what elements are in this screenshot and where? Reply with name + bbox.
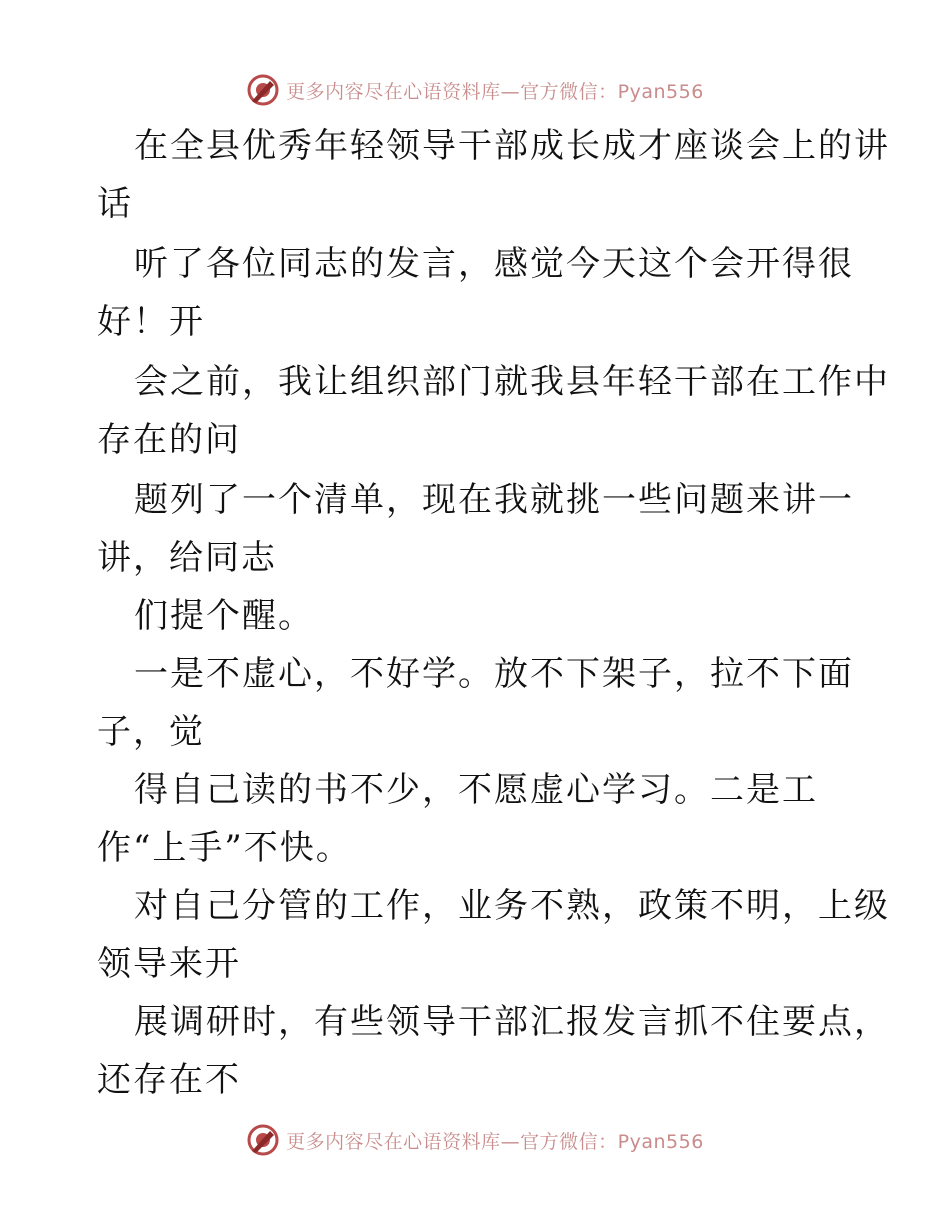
text-line: 对自己分管的工作，业务不熟，政策不明，上级: [134, 886, 890, 926]
text-line: 在全县优秀年轻领导干部成长成才座谈会上的讲: [134, 126, 890, 166]
pen-circle-logo-icon: [246, 73, 280, 107]
text-line: 题列了一个清单，现在我就挑一些问题来讲一: [134, 480, 854, 520]
text-line: 听了各位同志的发言，感觉今天这个会开得很: [134, 244, 854, 284]
header-watermark-banner: [0, 70, 950, 110]
watermark-text: 更多内容尽在心语资料库—官方微信：Pyan556: [286, 1130, 704, 1153]
text-line: 存在的问: [97, 420, 241, 460]
text-line: 话: [97, 184, 133, 224]
text-line: 作“上手”不快。: [97, 828, 352, 868]
text-line: 领导来开: [97, 944, 241, 984]
text-line: 一是不虚心，不好学。放不下架子，拉不下面: [134, 654, 854, 694]
text-line: 们提个醒。: [134, 596, 314, 636]
text-line: 讲，给同志: [97, 538, 277, 578]
watermark-text: 更多内容尽在心语资料库—官方微信：Pyan556: [286, 80, 704, 103]
text-line: 子，觉: [97, 712, 205, 752]
pen-circle-logo-icon: [246, 1123, 280, 1157]
text-line: 还存在不: [97, 1060, 241, 1100]
text-line: 好！开: [97, 302, 205, 342]
text-line: 会之前，我让组织部门就我县年轻干部在工作中: [134, 362, 890, 402]
text-line: 展调研时，有些领导干部汇报发言抓不住要点，: [134, 1002, 890, 1042]
footer-watermark-banner: [0, 1120, 950, 1160]
text-line: 得自己读的书不少，不愿虚心学习。二是工: [134, 770, 818, 810]
